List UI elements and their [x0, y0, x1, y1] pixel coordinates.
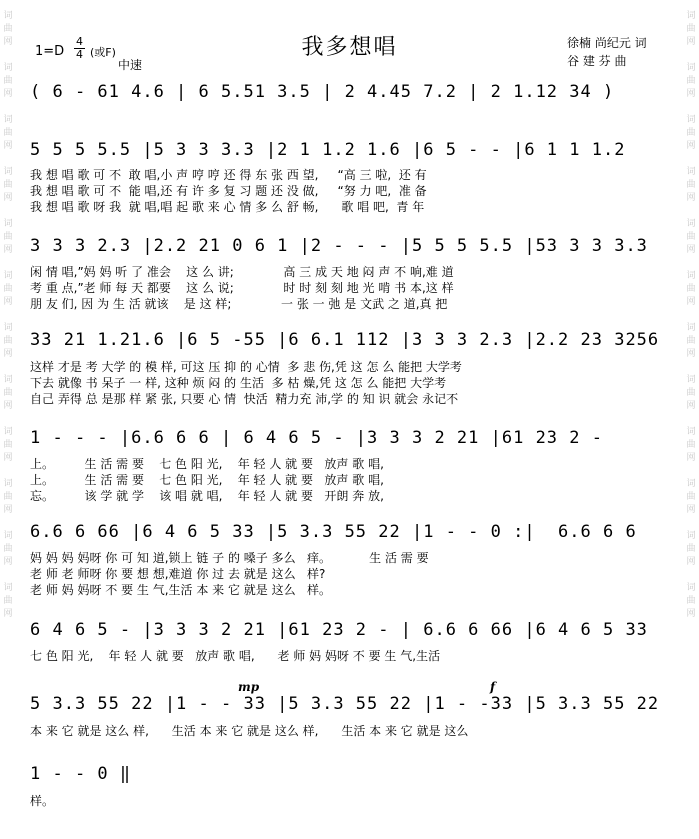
lyric-line-1-verse-1: 我 想 唱 歌 可 不 敢 唱,小 声 哼 哼 还 得 东 张 西 望, “高 三 啦, 还 有 — [30, 168, 427, 182]
lyricist-credit: 徐楠 尚纪元 词 — [567, 36, 647, 50]
lyric-line-4-verse-1: 上。 生 活 需 要 七 色 阳 光, 年 轻 人 就 要 放声 歌 唱, — [30, 457, 384, 471]
lyric-line-5-verse-2: 老 师 老 师呀 你 要 想 想,难道 你 过 去 就是 这么 样? — [30, 567, 326, 581]
time-top: 4 — [76, 35, 83, 48]
key-signature: 1=D — [35, 44, 65, 59]
time-alt: (或F) — [90, 46, 116, 59]
time-bottom: 4 — [76, 48, 83, 61]
lyric-line-3-verse-2: 下去 就像 书 呆子 一 样, 这种 烦 闷 的 生活 多 枯 燥,凭 这 怎 么 能把 大学考 — [30, 376, 447, 390]
lyric-line-2-verse-1: 闲 情 唱,”妈 妈 听 了 准会 这 么 讲; 高 三 成 天 地 闷 声 不 响,难 道 — [30, 265, 454, 279]
composer-credit: 谷 建 芬 曲 — [567, 54, 627, 68]
music-line-2: 3 3 3 2.3 |2.2 21 0 6 1 |2 - - - |5 5 5 5.5 |53 3 3 3.3 — [30, 236, 648, 256]
music-line-7: 5 3.3 55 22 |1 - - 33 |5 3.3 55 22 |1 - -33 |5 3.3 55 22 — [30, 694, 660, 714]
music-line-1: 5 5 5 5.5 |5 3 3 3.3 |2 1 1.2 1.6 |6 5 - - |6 1 1 1.2 — [30, 140, 626, 160]
lyric-line-1-verse-2: 我 想 唱 歌 可 不 能 唱,还 有 许 多 复 习 题 还 没 做, “努 力 吧, 准 备 — [30, 184, 427, 198]
watermark-left: 词曲网 词曲网 词曲网 词曲网 词曲网 词曲网 词曲网 词曲网 词曲网 词曲网 词曲网 词曲网 — [3, 11, 13, 619]
dynamic-f: f — [490, 680, 496, 694]
lyric-line-1-verse-3: 我 想 唱 歌 呀 我 就 唱,唱 起 歌 来 心 情 多 么 舒 畅, 歌 唱 吧, 青 年 — [30, 200, 425, 214]
dynamic-mp: mp — [238, 680, 260, 694]
time-signature — [74, 36, 85, 61]
lyric-line-4-verse-3: 忘。 该 学 就 学 该 唱 就 唱, 年 轻 人 就 要 开朗 奔 放, — [30, 489, 384, 503]
lyric-line-5-verse-1: 妈 妈 妈 妈呀 你 可 知 道,锁上 链 子 的 嗓子 多么 痒。 生 活 需 要 — [30, 551, 429, 565]
page-title: 我多想唱 — [301, 35, 398, 60]
music-line-6: 6 4 6 5 - |3 3 3 2 21 |61 23 2 - | 6.6 6 66 |6 4 6 5 33 — [30, 620, 648, 640]
lyric-line-7: 本 来 它 就是 这么 样, 生活 本 来 它 就是 这么 样, 生活 本 来 它 就是 这么 — [30, 724, 469, 738]
lyric-line-6: 七 色 阳 光, 年 轻 人 就 要 放声 歌 唱, 老 师 妈 妈呀 不 要 生 气,生活 — [30, 649, 441, 663]
music-line-4: 1 - - - |6.6 6 6 | 6 4 6 5 - |3 3 3 2 21 |61 23 2 - — [30, 428, 603, 448]
lyric-line-8: 样。 — [30, 794, 55, 808]
lyric-line-5-verse-3: 老 师 妈 妈呀 不 要 生 气,生活 本 来 它 就是 这么 样。 — [30, 583, 332, 597]
lyric-line-3-verse-1: 这样 才是 考 大学 的 模 样, 可这 压 抑 的 心情 多 悲 伤,凭 这 怎 么 能把 大学考 — [30, 360, 462, 374]
music-line-3: 33 21 1.21.6 |6 5 -55 |6 6.1 112 |3 3 3 2.3 |2.2 23 3256 — [30, 330, 660, 350]
watermark-right: 词曲网 词曲网 词曲网 词曲网 词曲网 词曲网 词曲网 词曲网 词曲网 词曲网 词曲网 词曲网 — [686, 11, 696, 619]
tempo-marking: 中速 — [118, 58, 143, 72]
music-line-intro: ( 6 - 61 4.6 | 6 5.51 3.5 | 2 4.45 7.2 | 2 1.12 34 ) — [30, 82, 615, 102]
lyric-line-2-verse-3: 朋 友 们, 因 为 生 活 就该 是 这 样; 一 张 一 弛 是 文武 之 道,真 把 — [30, 297, 448, 311]
lyric-line-4-verse-2: 上。 生 活 需 要 七 色 阳 光, 年 轻 人 就 要 放声 歌 唱, — [30, 473, 384, 487]
lyric-line-3-verse-3: 自己 弄得 总 是那 样 紧 张, 只要 心 情 快活 精力充 沛,学 的 知 识 就会 永记不 — [30, 392, 459, 406]
music-line-5: 6.6 6 66 |6 4 6 5 33 |5 3.3 55 22 |1 - - 0 :| 6.6 6 6 — [30, 522, 637, 542]
lyric-line-2-verse-2: 考 重 点,”老 师 每 天 都要 这 么 说; 时 时 刻 刻 地 光 啃 书 本,这 样 — [30, 281, 454, 295]
music-line-8: 1 - - 0 ‖ — [30, 764, 132, 784]
